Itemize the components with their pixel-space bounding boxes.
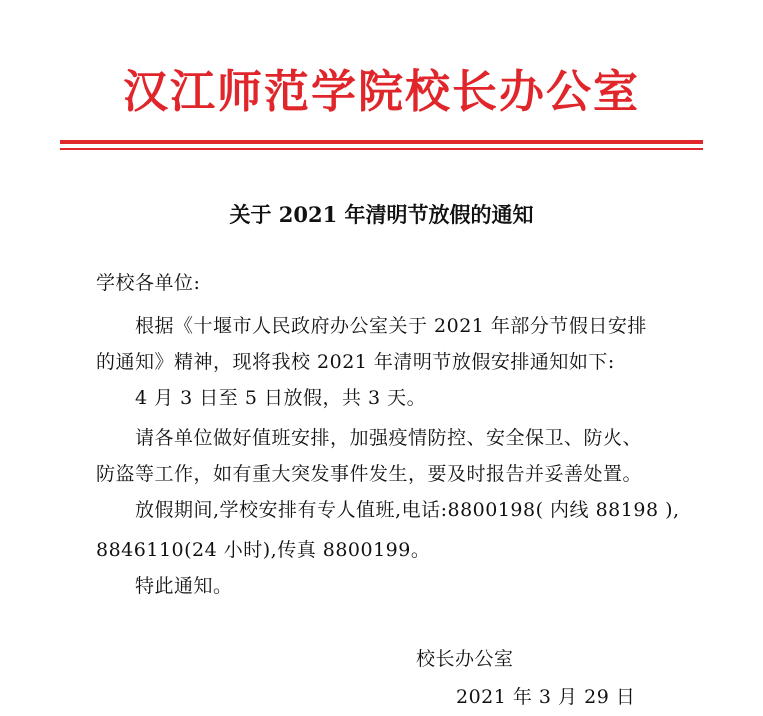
salutation: 学校各单位: xyxy=(96,272,201,294)
body-line: 8846110(24 小时),传真 8800199。 xyxy=(96,539,431,561)
letterhead-title: 汉江师范学院校长办公室 xyxy=(122,65,640,118)
body-line: 放假期间,学校安排有专人值班,电话:8800198( 内线 88198 ), xyxy=(135,499,680,521)
signature-date: 2021 年 3 月 29 日 xyxy=(456,686,636,708)
body-line: 防盗等工作，如有重大突发事件发生，要及时报告并妥善处置。 xyxy=(96,463,643,485)
body-line: 特此通知。 xyxy=(135,575,233,597)
signature-unit: 校长办公室 xyxy=(416,648,514,670)
letterhead-rule-thin xyxy=(60,148,703,150)
body-line: 请各单位做好值班安排，加强疫情防控、安全保卫、防火、 xyxy=(135,427,643,449)
body-line: 根据《十堰市人民政府办公室关于 2021 年部分节假日安排 xyxy=(135,315,647,337)
document-title: 关于 2021 年清明节放假的通知 xyxy=(229,202,534,227)
body-line: 的通知》精神，现将我校 2021 年清明节放假安排通知如下: xyxy=(96,351,615,373)
letterhead-rule-thick xyxy=(60,140,703,144)
body-line: 4 月 3 日至 5 日放假，共 3 天。 xyxy=(135,387,427,409)
